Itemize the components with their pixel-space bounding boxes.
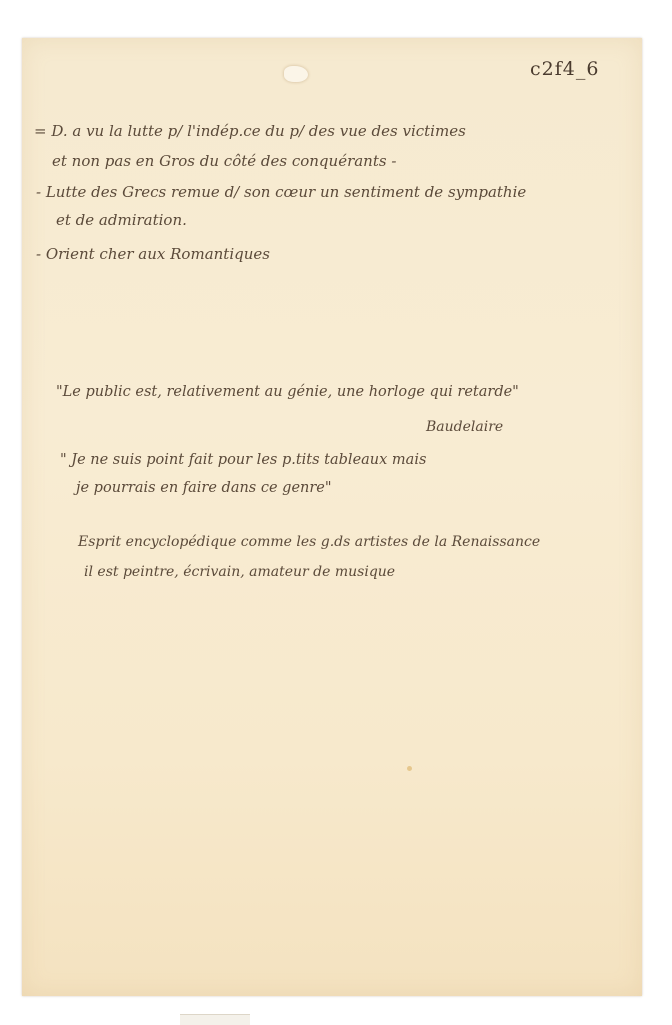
encyclopedic-line-1: Esprit encyclopédique comme les g.ds artistes de la Renaissance	[78, 534, 541, 550]
paper-scrap	[180, 1014, 250, 1025]
quote-2-line-1: " Je ne suis point fait pour les p.tits tableaux mais	[60, 452, 427, 468]
note-line-5: - Orient cher aux Romantiques	[36, 245, 270, 263]
note-line-1: = D. a vu la lutte p/ l'indép.ce du p/ des vue des victimes	[34, 122, 466, 140]
quote-author: Baudelaire	[426, 419, 504, 435]
note-line-4: et de admiration.	[56, 211, 187, 229]
encyclopedic-line-2: il est peintre, écrivain, amateur de musique	[84, 564, 396, 580]
paper-stain	[407, 766, 412, 771]
archive-reference: c2f4_6	[530, 58, 600, 80]
quote-2-line-2: je pourrais en faire dans ce genre"	[76, 480, 332, 496]
paper-tear	[284, 66, 308, 82]
note-line-2: et non pas en Gros du côté des conquérants -	[52, 152, 397, 170]
note-line-3: - Lutte des Grecs remue d/ son cœur un sentiment de sympathie	[36, 183, 527, 201]
manuscript-page	[22, 38, 642, 996]
quote-baudelaire: "Le public est, relativement au génie, une horloge qui retarde"	[56, 384, 519, 400]
